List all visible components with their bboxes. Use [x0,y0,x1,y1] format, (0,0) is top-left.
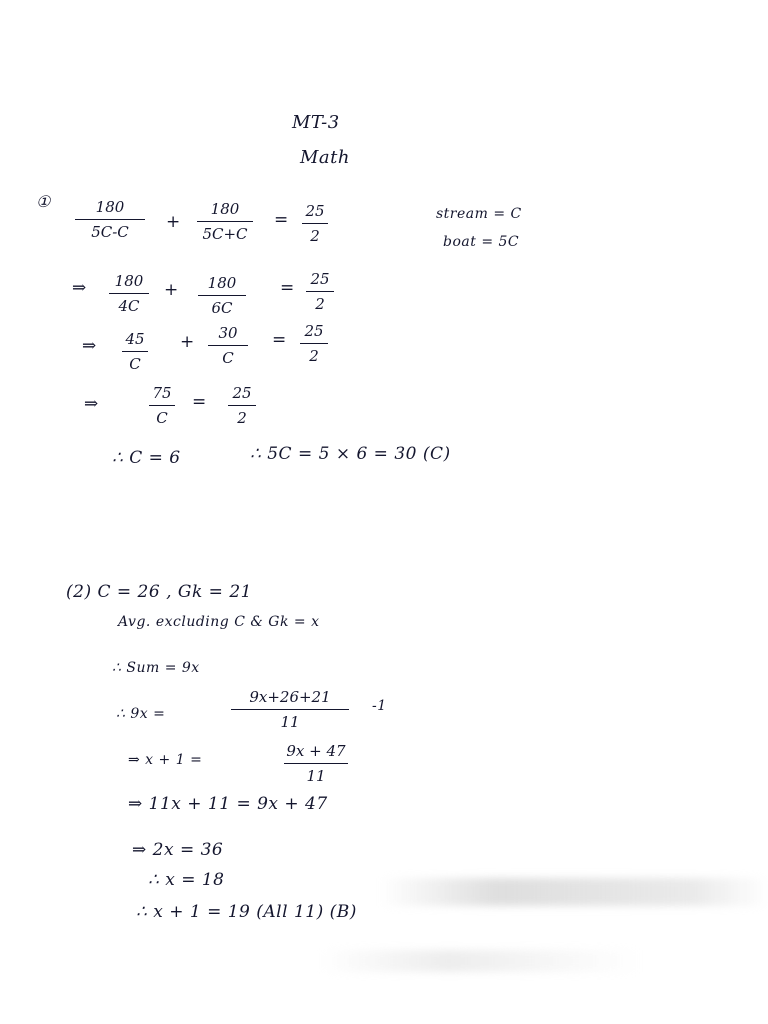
q2-step4: ⇒ 2x = 36 [132,840,224,860]
q2-step2-lhs: ⇒ x + 1 = [128,752,203,768]
q1-row1-fraction-1 [74,198,146,241]
q1-row1-result [300,202,330,245]
q1-row3-f2-numerator: 30 [218,324,238,342]
q2-step1-numerator: 9x+26+21 [249,688,331,706]
q2-step1-denominator: 11 [280,713,300,732]
q2-answer: ∴ x + 1 = 19 (All 11) (B) [136,902,357,922]
q1-row2-f2-denominator: 6C [211,299,233,318]
q1-row1-f2-denominator: 5C+C [202,225,248,244]
q1-row1-equals: = [274,210,289,230]
q1-row2-plus: + [164,280,179,300]
q1-row1-fraction-2 [196,200,254,243]
q1-row1-result-denominator: 2 [310,227,320,246]
q1-row4-result-numerator: 25 [232,384,252,402]
q1-answer: ∴ 5C = 5 × 6 = 30 (C) [250,444,451,464]
q1-row4-equals: = [192,392,207,412]
q1-row3-result-denominator: 2 [309,347,319,366]
q1-row1-f1-numerator: 180 [95,198,125,216]
q1-row2-equals: = [280,278,295,298]
q1-row1-result-numerator: 25 [305,202,325,220]
q2-step3: ⇒ 11x + 11 = 9x + 47 [128,794,328,814]
q1-row3-f1-denominator: C [129,355,141,374]
q1-row2-result-denominator: 2 [315,295,325,314]
q1-row4-arrow: ⇒ [84,394,99,414]
q1-row4-denominator: C [156,409,168,428]
q2-sum: ∴ Sum = 9x [112,660,200,676]
q1-row1-plus: + [166,212,181,232]
q1-row2-result [304,270,336,313]
q1-row1-f1-denominator: 5C-C [91,223,129,242]
q1-row1-f2-numerator: 180 [210,200,240,218]
q1-row3-arrow: ⇒ [82,336,97,356]
q1-row2-result-numerator: 25 [310,270,330,288]
q1-row3-fraction-1 [120,330,150,373]
q1-row2-f2-numerator: 180 [207,274,237,292]
scan-shadow [380,878,768,906]
scan-shadow-lower [320,950,640,972]
q1-row4-fraction [146,384,178,427]
q1-row2-fraction-1 [106,272,152,315]
q2-step1-fraction [230,688,350,731]
q2-step2-numerator: 9x + 47 [286,742,346,760]
q1-row2-arrow: ⇒ [72,278,87,298]
q2-step1-tail: -1 [372,698,387,714]
q1-row4-result [226,384,258,427]
q1-row3-equals: = [272,330,287,350]
q2-step1-lhs: ∴ 9x = [116,706,166,722]
q1-row3-result [298,322,330,365]
q2-given: (2) C = 26 , Gk = 21 [66,582,252,602]
sheet-subject: Math [300,147,350,168]
q1-row3-f1-numerator: 45 [125,330,145,348]
q1-row2-fraction-2 [196,274,248,317]
q1-result-c: ∴ C = 6 [112,448,181,468]
q1-row3-f2-denominator: C [222,349,234,368]
q2-step2-denominator: 11 [306,767,326,786]
q1-row2-f1-denominator: 4C [118,297,140,316]
q1-row3-plus: + [180,332,195,352]
q1-row3-result-numerator: 25 [304,322,324,340]
sheet-title: MT-3 [292,112,340,133]
q1-given-stream: stream = C [436,206,522,222]
question-1-marker: ① [36,192,51,211]
q2-step2-fraction [280,742,352,785]
q2-assumption: Avg. excluding C & Gk = x [118,614,320,630]
q2-step5: ∴ x = 18 [148,870,225,890]
q1-row4-result-denominator: 2 [237,409,247,428]
q1-given-boat: boat = 5C [443,234,520,250]
q1-row3-fraction-2 [206,324,250,367]
q1-row4-numerator: 75 [152,384,172,402]
q1-row2-f1-numerator: 180 [114,272,144,290]
